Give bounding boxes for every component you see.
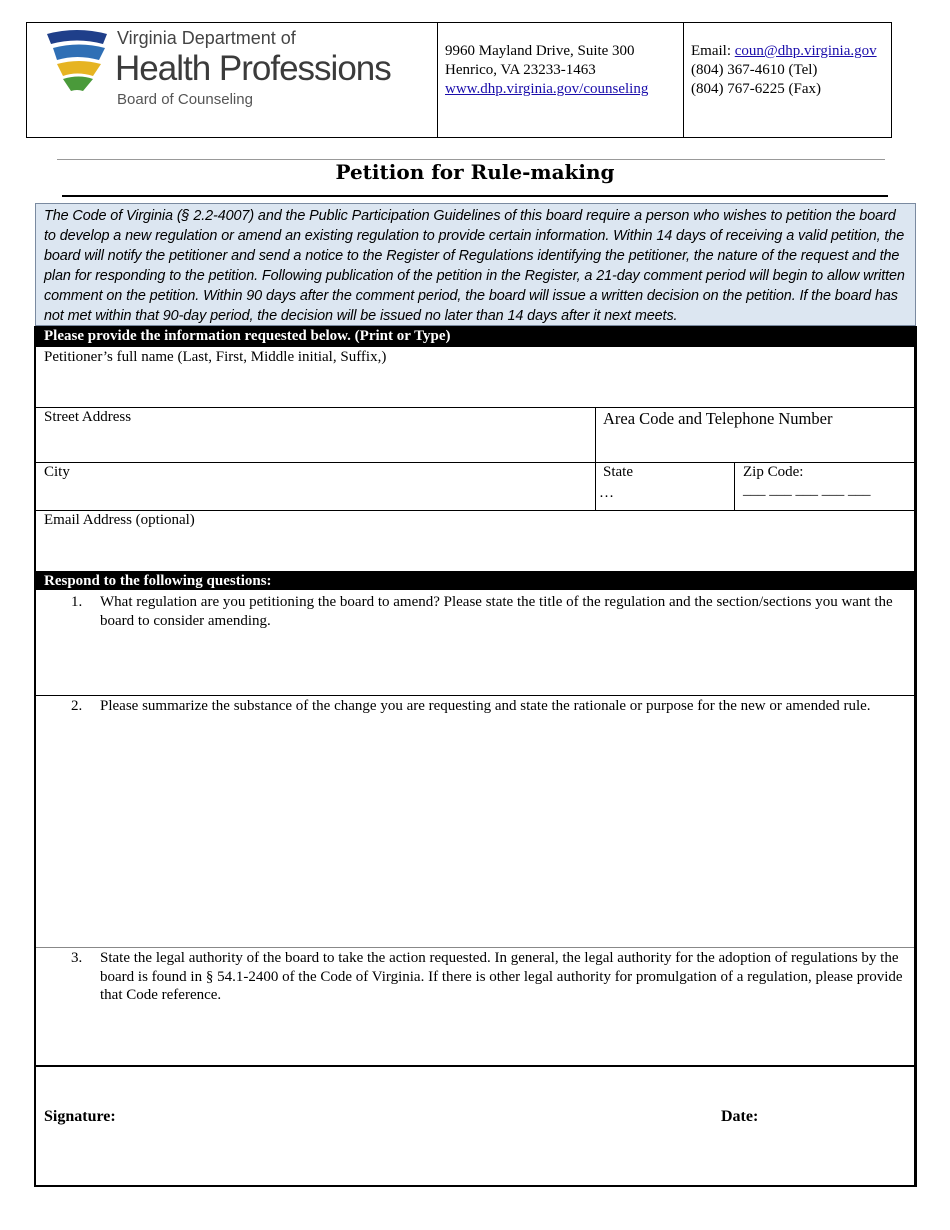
logo-line-2: Health Professions xyxy=(115,49,391,88)
email-label: Email: xyxy=(691,43,735,59)
state-field-label: State xyxy=(603,464,633,480)
logo-cell xyxy=(27,23,438,137)
name-field-label: Petitioner’s full name (Last, First, Middle initial, Suffix,) xyxy=(44,349,387,365)
address-cell xyxy=(437,23,684,137)
page-title: Petition for Rule-making xyxy=(335,160,615,184)
state-field-value[interactable]: … xyxy=(599,485,614,501)
title-underline xyxy=(62,195,888,197)
row-divider xyxy=(36,462,914,463)
section-header-info: Please provide the information requested below. (Print or Type) xyxy=(36,326,914,347)
row-divider xyxy=(36,695,914,696)
header-box xyxy=(26,22,892,138)
petition-form xyxy=(34,326,917,1187)
question-number: 3. xyxy=(71,950,83,966)
logo-line-1: Virginia Department of xyxy=(117,28,296,48)
column-divider xyxy=(595,407,596,510)
dhp-logo-icon xyxy=(43,28,111,94)
signature-label: Signature: xyxy=(44,1108,116,1125)
row-divider xyxy=(36,1065,914,1067)
email-link[interactable]: coun@dhp.virginia.gov xyxy=(734,43,877,59)
phone-field-label: Area Code and Telephone Number xyxy=(603,409,833,428)
row-divider xyxy=(36,947,914,948)
contact-cell xyxy=(683,23,891,137)
phone-tel: (804) 367-4610 (Tel) xyxy=(691,62,818,78)
street-field-label: Street Address xyxy=(44,409,132,425)
question-text: Please summarize the substance of the change you are requesting and state the rationale or purpose for the new or amended rule. xyxy=(100,698,871,714)
question-text: What regulation are you petitioning the board to amend? Please state the title of the regulation and the section/sections you want the board to consider amending. xyxy=(100,594,893,629)
column-divider xyxy=(734,462,735,510)
row-divider xyxy=(36,407,914,408)
row-divider xyxy=(36,510,914,511)
logo-line-3: Board of Counseling xyxy=(117,91,253,108)
email-field-label: Email Address (optional) xyxy=(44,512,195,528)
question-text: State the legal authority of the board to take the action requested. In general, the legal authority for the adoption of regulations by the board is found in § 54.1-2400 of the Code of Virginia. If there is other legal authority for promulgation of a regulation, please provide that Code reference. xyxy=(100,950,903,1003)
address-city: Henrico, VA 23233-1463 xyxy=(445,62,596,78)
city-field-label: City xyxy=(44,464,70,480)
intro-paragraph: The Code of Virginia (§ 2.2-4007) and the Public Participation Guidelines of this board require a person who wishes to petition the board to develop a new regulation or amend an existing regulation to provide certain information. Within 14 days of receiving a valid petition, the board will notify the petitioner and send a notice to the Register of Regulations identifying the petitioner, the nature of the request and the plan for responding to the petition. Following publication of the petition in the Register, a 21-day comment period will begin to allow written comment on the petition. Within 90 days after the comment period, the board will issue a written decision on the petition. If the board has not met within that 90-day period, the decision will be issued no later than 14 days after it next meets. xyxy=(35,203,916,326)
zip-field-blanks[interactable]: ___ ___ ___ ___ ___ xyxy=(743,482,871,498)
date-label: Date: xyxy=(721,1108,759,1125)
question-number: 1. xyxy=(71,594,83,610)
website-link[interactable]: www.dhp.virginia.gov/counseling xyxy=(445,81,649,97)
zip-field-label: Zip Code: xyxy=(743,464,804,480)
section-header-questions: Respond to the following questions: xyxy=(36,571,914,590)
phone-fax: (804) 767-6225 (Fax) xyxy=(691,81,821,97)
address-street: 9960 Mayland Drive, Suite 300 xyxy=(445,43,635,59)
question-number: 2. xyxy=(71,698,83,714)
